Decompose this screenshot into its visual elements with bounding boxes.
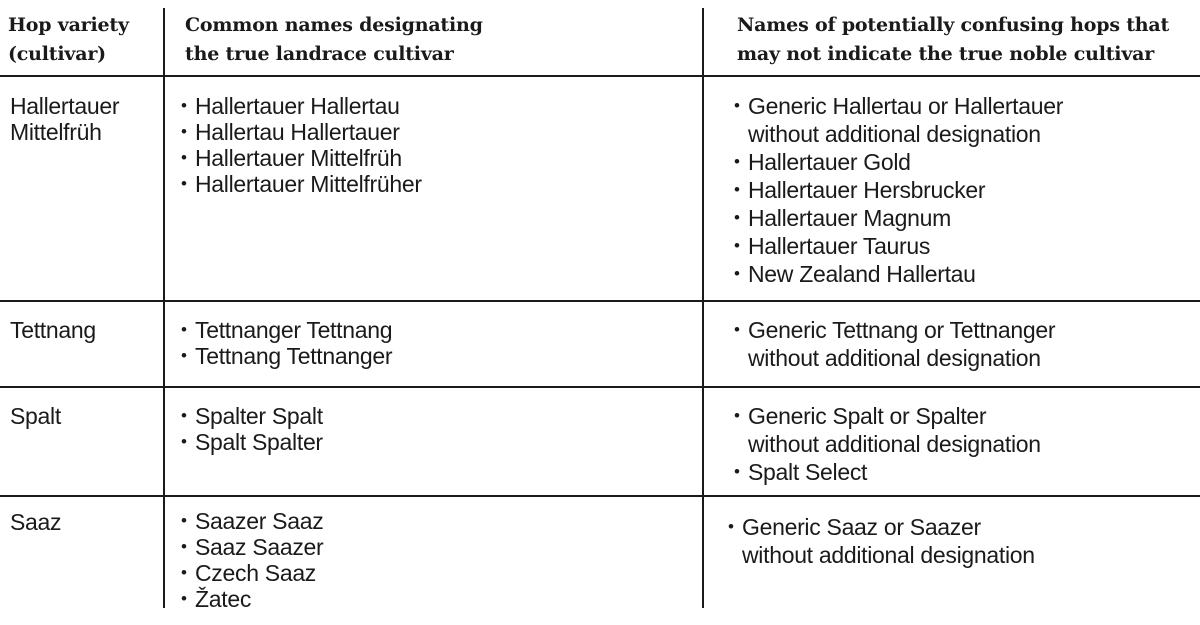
list-item: • New Zealand Hallertau: [734, 260, 1063, 288]
list-item: • Tettnang Tettnanger: [181, 343, 392, 369]
list-item: • Saaz Saazer: [181, 534, 323, 560]
variety-spalt: Spalt: [10, 403, 61, 429]
list-item: • Saazer Saaz: [181, 508, 323, 534]
list-item: • Spalt Select: [734, 458, 1041, 486]
row-divider-1: [0, 300, 1200, 302]
list-item: • Generic Hallertau or Hallertauer without additional designation: [734, 92, 1063, 148]
list-item: • Hallertauer Hallertau: [181, 93, 422, 119]
header-divider: [0, 75, 1200, 77]
list-item: • Hallertauer Gold: [734, 148, 1063, 176]
row-divider-2: [0, 386, 1200, 388]
list-item: • Hallertauer Mittelfrüh: [181, 145, 422, 171]
confusing-names-saaz: [728, 513, 1035, 569]
header-hop-variety: Hop variety (cultivar): [8, 14, 129, 65]
variety-tettnang: Tettnang: [10, 317, 96, 343]
header-common-names: Common names designating the true landrace cultivar: [185, 14, 483, 65]
column-divider-2: [702, 8, 704, 608]
true-names-hallertauer: [181, 93, 422, 197]
list-item: • Spalt Spalter: [181, 429, 323, 455]
list-item: • Czech Saaz: [181, 560, 323, 586]
true-names-saaz: [181, 508, 323, 612]
list-item: • Hallertauer Mittelfrüher: [181, 171, 422, 197]
column-divider-1: [163, 8, 165, 608]
variety-hallertauer: Hallertauer Mittelfrüh: [10, 93, 120, 145]
confusing-names-hallertauer: [734, 92, 1063, 288]
header-confusing-names: Names of potentially confusing hops that may not indicate the true noble cultivar: [737, 14, 1170, 65]
list-item: • Hallertau Hallertauer: [181, 119, 422, 145]
true-names-spalt: [181, 403, 323, 455]
list-item: • Hallertauer Magnum: [734, 204, 1063, 232]
variety-saaz: Saaz: [10, 509, 62, 535]
list-item: • Žatec: [181, 586, 323, 612]
confusing-names-spalt: [734, 402, 1041, 486]
list-item: • Generic Spalt or Spalter without additional designation: [734, 402, 1041, 458]
list-item: • Generic Tettnang or Tettnanger without additional designation: [734, 316, 1055, 372]
row-divider-3: [0, 495, 1200, 497]
list-item: • Tettnanger Tettnang: [181, 317, 392, 343]
list-item: • Hallertauer Taurus: [734, 232, 1063, 260]
true-names-tettnang: [181, 317, 392, 369]
list-item: • Generic Saaz or Saazer without additional designation: [728, 513, 1035, 569]
list-item: • Hallertauer Hersbrucker: [734, 176, 1063, 204]
list-item: • Spalter Spalt: [181, 403, 323, 429]
confusing-names-tettnang: [734, 316, 1055, 372]
